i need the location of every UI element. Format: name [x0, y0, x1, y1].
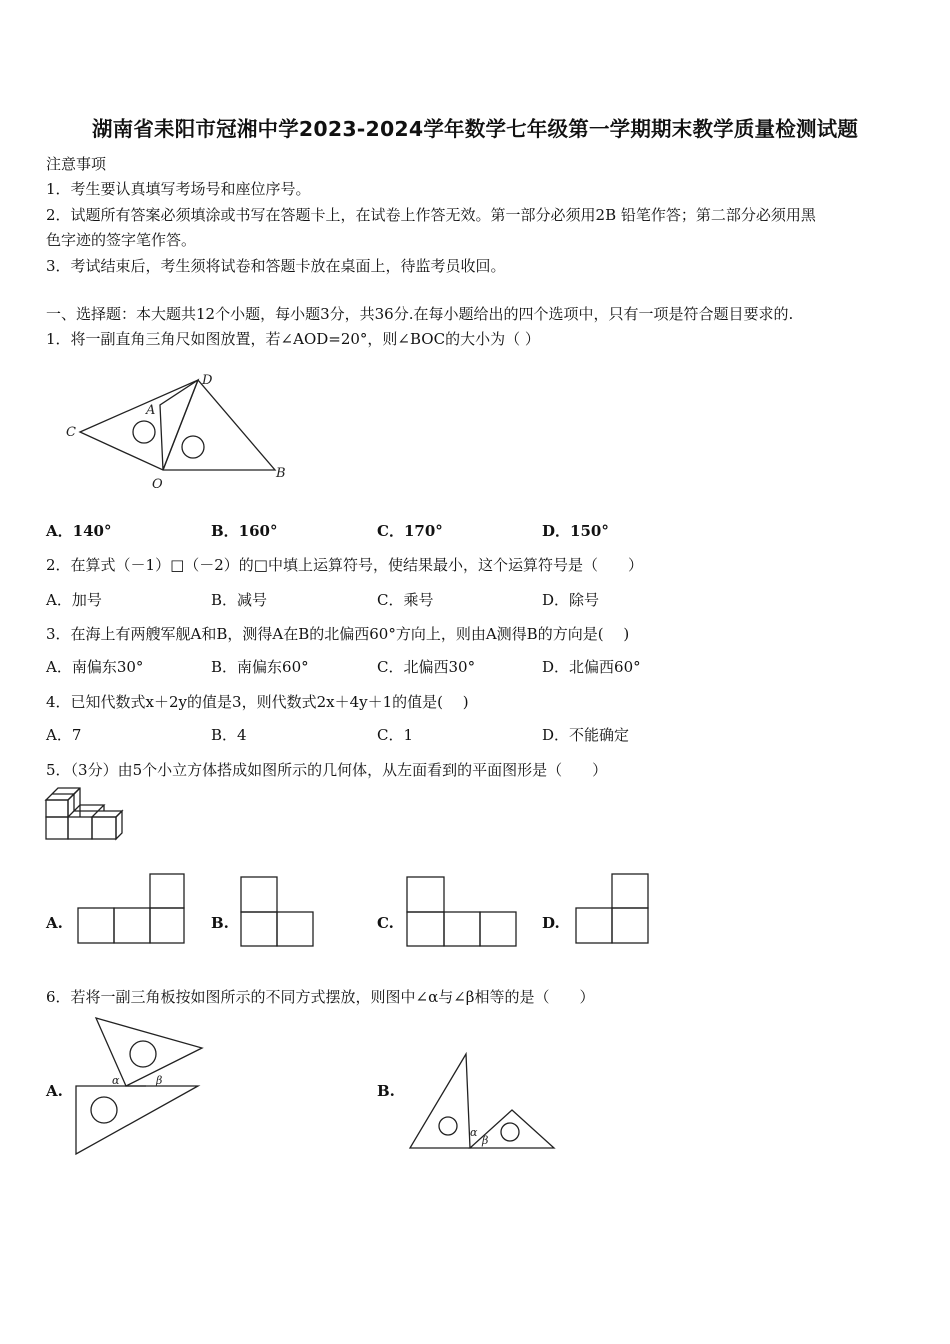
label-alpha: α — [112, 1074, 120, 1087]
square-face — [576, 908, 612, 943]
page-title: 湖南省耒阳市冠湘中学2023-2024学年数学七年级第一学期期末教学质量检测试题 — [91, 117, 859, 141]
option-a[interactable]: A．加号 — [46, 591, 102, 609]
hole-circle — [182, 436, 204, 458]
option-c[interactable]: C．170° — [377, 522, 443, 540]
square-face — [150, 908, 184, 943]
option-b[interactable]: B. — [211, 914, 229, 932]
notice-item: 色字迹的签字笔作答。 — [46, 231, 197, 249]
hole-circle — [130, 1041, 156, 1067]
option-c-figure[interactable] — [406, 876, 518, 948]
label-alpha: α — [470, 1126, 478, 1139]
section-heading: 一、选择题：本大题共12个小题，每小题3分，共36分.在每小题给出的四个选项中，只有一项是符合题目要求的. — [46, 305, 794, 323]
option-a[interactable]: A．7 — [46, 726, 82, 744]
option-b[interactable]: B．160° — [211, 522, 278, 540]
hole-circle — [501, 1123, 519, 1141]
cube-face — [74, 805, 104, 811]
square-face — [114, 908, 150, 943]
cube-face — [46, 817, 68, 839]
hole-circle — [133, 421, 155, 443]
label-beta: β — [482, 1134, 489, 1147]
notice-item: 2．试题所有答案必须填涂或书写在答题卡上，在试卷上作答无效。第一部分必须用2B 铅笔作答；第二部分必须用黑 — [46, 206, 816, 224]
question-1-figure — [60, 370, 300, 495]
option-d-figure[interactable] — [575, 873, 651, 945]
question-3-stem: 3．在海上有两艘军舰A和B，测得A在B的北偏西60°方向上，则由A测得B的方向是( ) — [46, 625, 630, 643]
square-face — [612, 908, 648, 943]
option-c[interactable]: C. — [377, 914, 394, 932]
option-a-figure[interactable] — [74, 1016, 210, 1158]
option-c[interactable]: C．北偏西30° — [377, 658, 476, 676]
set-square-lower — [76, 1086, 198, 1154]
cube-solid-figure — [46, 788, 130, 844]
option-d[interactable]: D．北偏西60° — [542, 658, 641, 676]
set-square-left — [410, 1054, 470, 1148]
question-5-stem: 5．（3分）由5个小立方体搭成如图所示的几何体，从左面看到的平面图形是（ ） — [46, 761, 608, 779]
hole-circle — [91, 1097, 117, 1123]
square-face — [480, 912, 516, 946]
hole-circle — [439, 1117, 457, 1135]
option-a[interactable]: A．140° — [46, 522, 112, 540]
option-c[interactable]: C．1 — [377, 726, 414, 744]
option-c[interactable]: C．乘号 — [377, 591, 434, 609]
notice-item: 1．考生要认真填写考场号和座位序号。 — [46, 180, 311, 198]
option-d[interactable]: D. — [542, 914, 560, 932]
cube-edge — [74, 788, 80, 794]
option-b-figure[interactable] — [240, 876, 316, 948]
cube-face — [92, 817, 116, 839]
label-c: C — [66, 425, 76, 440]
label-o: O — [152, 477, 163, 492]
notice-item: 3．考试结束后，考生须将试卷和答题卡放在桌面上，待监考员收回。 — [46, 257, 506, 275]
option-d[interactable]: D．150° — [542, 522, 609, 540]
option-b[interactable]: B．减号 — [211, 591, 268, 609]
cube-face — [46, 800, 68, 817]
notice-heading: 注意事项 — [46, 155, 107, 173]
option-d[interactable]: D．不能确定 — [542, 726, 630, 744]
square-face — [277, 912, 313, 946]
label-d: D — [202, 373, 213, 388]
square-face — [150, 874, 184, 908]
option-b-figure[interactable] — [408, 1052, 558, 1154]
cube-edge — [52, 788, 80, 805]
label-a: A — [146, 403, 156, 418]
cube-face — [68, 817, 92, 839]
square-face — [444, 912, 480, 946]
option-a[interactable]: A．南偏东30° — [46, 658, 144, 676]
option-a[interactable]: A. — [46, 1082, 63, 1100]
label-beta: β — [156, 1074, 163, 1087]
option-b[interactable]: B．4 — [211, 726, 247, 744]
square-face — [407, 912, 444, 946]
square-face — [241, 912, 277, 946]
square-face — [612, 874, 648, 908]
question-1-stem: 1．将一副直角三角尺如图放置，若∠AOD=20°，则∠BOC的大小为（ ） — [46, 330, 540, 348]
option-a[interactable]: A. — [46, 914, 63, 932]
option-d[interactable]: D．除号 — [542, 591, 600, 609]
square-face — [407, 877, 444, 912]
question-4-stem: 4．已知代数式x＋2y的值是3，则代数式2x＋4y＋1的值是( ) — [46, 693, 469, 711]
cube-face — [68, 794, 74, 817]
label-b: B — [276, 466, 286, 481]
square-face — [78, 908, 114, 943]
square-face — [241, 877, 277, 912]
option-b[interactable]: B. — [377, 1082, 395, 1100]
option-b[interactable]: B．南偏东60° — [211, 658, 309, 676]
question-2-stem: 2．在算式（－1）□（－2）的□中填上运算符号，使结果最小，这个运算符号是（ ） — [46, 556, 643, 574]
question-6-stem: 6．若将一副三角板按如图所示的不同方式摆放，则图中∠α与∠β相等的是（ ） — [46, 988, 595, 1006]
cube-face — [116, 811, 122, 839]
option-a-figure[interactable] — [76, 873, 186, 945]
